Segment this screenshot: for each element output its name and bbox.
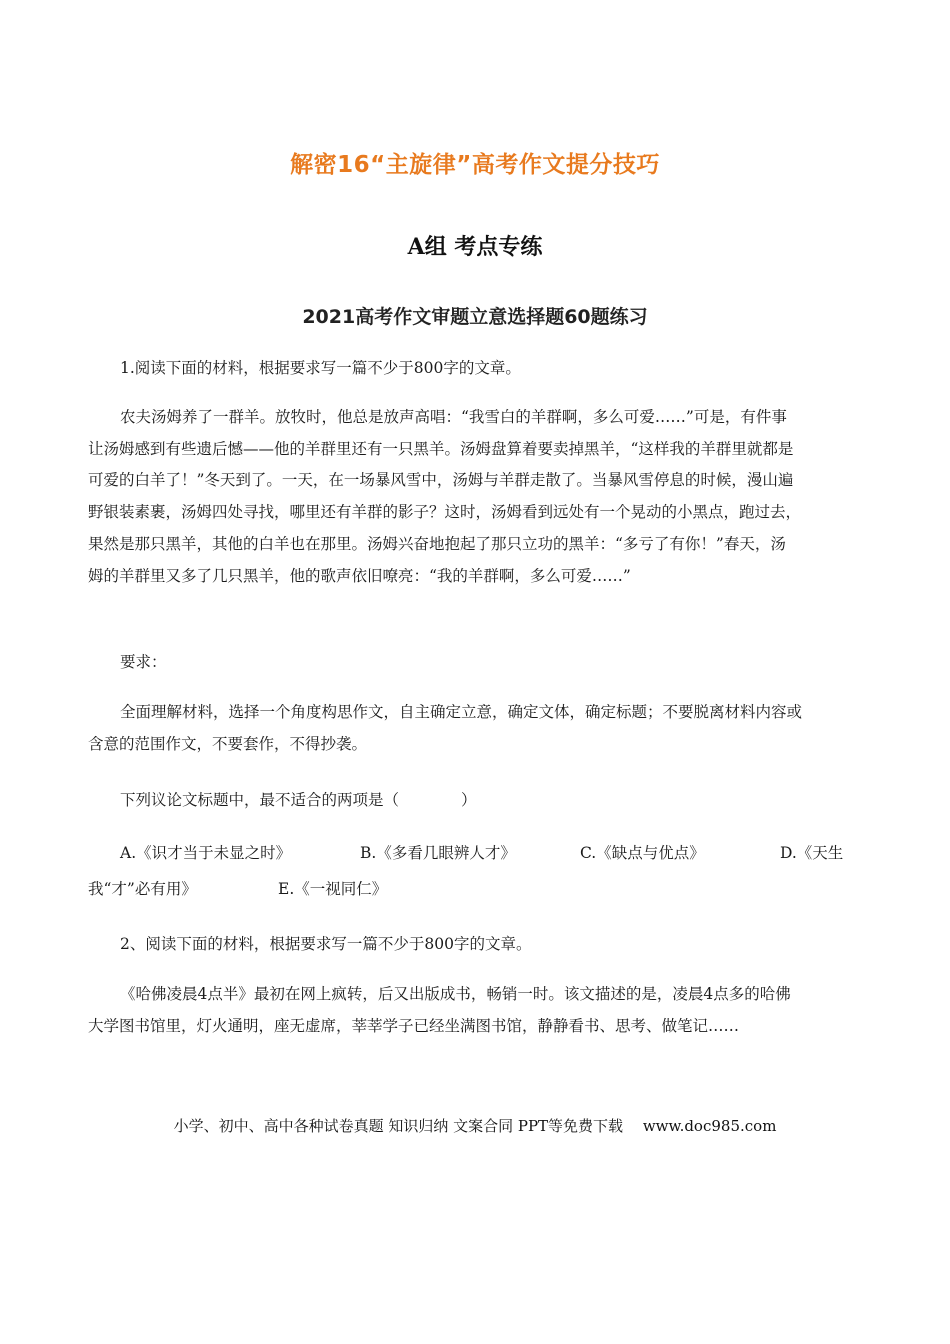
question-2-material [88,979,858,1042]
document-title: 解密16“主旋律”高考作文提分技巧 [290,152,660,178]
requirement-line: 含意的范围作文，不要套作，不得抄袭。 [88,734,368,753]
option-d: D.《天生 [780,844,844,862]
option-a: A.《识才当于未显之时》 [120,844,292,862]
material-line: 果然是那只黑羊，其他的白羊也在那里。汤姆兴奋地抱起了那只立功的黑羊：“多亏了有你！”春天，汤 [88,534,786,553]
material-line: 姆的羊群里又多了几只黑羊，他的歌声依旧嘹亮：“我的羊群啊，多么可爱……” [88,566,631,585]
question-1-material [88,402,858,592]
question-2-prompt: 2、阅读下面的材料，根据要求写一篇不少于800字的文章。 [120,935,532,953]
question-1-prompt: 1.阅读下面的材料，根据要求写一篇不少于800字的文章。 [120,359,521,377]
requirement-line: 全面理解材料，选择一个角度构思作文，自主确定立意，确定文体，确定标题；不要脱离材料内容或 [120,703,803,721]
requirement-label: 要求： [120,653,167,671]
material-line: 《哈佛凌晨4点半》最初在网上疯转，后又出版成书，畅销一时。该文描述的是，凌晨4点多的哈佛 [120,985,791,1003]
section-heading: 2021高考作文审题立意选择题60题练习 [302,306,648,328]
group-heading: A组 考点专练 [407,234,543,260]
option-b: B.《多看几眼辨人才》 [360,844,516,862]
material-line: 大学图书馆里，灯火通明，座无虚席，莘莘学子已经坐满图书馆，静静看书、思考、做笔记…… [88,1016,740,1035]
question-1-stem: 下列议论文标题中，最不适合的两项是（ ） [120,791,477,809]
option-d-continued: 我“才”必有用》 [88,880,197,898]
option-e: E.《一视同仁》 [278,880,388,898]
option-c: C.《缺点与优点》 [580,844,705,862]
material-line: 野银装素裹，汤姆四处寻找，哪里还有羊群的影子？这时，汤姆看到远处有一个晃动的小黑点，跑过去， [88,503,802,522]
question-1-options [88,842,864,902]
material-line: 可爱的白羊了！”冬天到了。一天，在一场暴风雪中，汤姆与羊群走散了。当暴风雪停息的时候，漫山遍 [88,471,794,490]
material-line: 让汤姆感到有些遗后憾——他的羊群里还有一只黑羊。汤姆盘算着要卖掉黑羊，“这样我的羊群里就都是 [88,439,794,458]
page-footer: 小学、初中、高中各种试卷真题 知识归纳 文案合同 PPT等免费下载 www.doc985.com [173,1117,777,1135]
material-line: 农夫汤姆养了一群羊。放牧时，他总是放声高唱：“我雪白的羊群啊，多么可爱……”可是，有件事 [120,408,787,426]
requirement-text [88,697,858,760]
